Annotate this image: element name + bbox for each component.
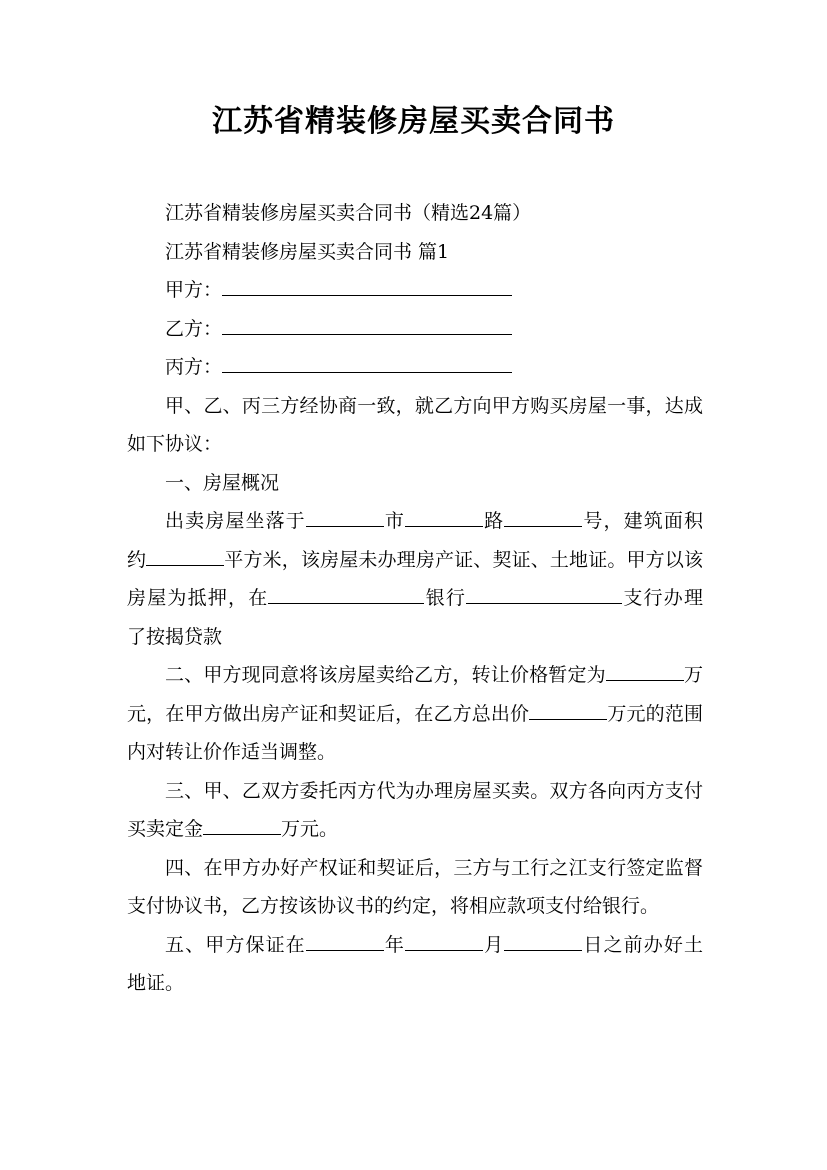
year-blank xyxy=(306,930,384,951)
clause3-text-2: 万元。 xyxy=(281,818,339,840)
day-blank xyxy=(504,930,582,951)
clause1-text-5: 平方米，该房屋未办理房产证、契证、土地证。甲方以该房屋为抵押，在 xyxy=(127,548,703,609)
month-blank xyxy=(405,930,483,951)
clause5-text-4: 日之前办好土地证。 xyxy=(127,933,703,994)
clause5-text-1: 五、甲方保证在 xyxy=(165,933,306,956)
document-body xyxy=(127,194,703,1003)
bank-blank xyxy=(268,583,424,604)
clause1-text-6: 银行 xyxy=(424,587,467,609)
clause4-paragraph: 四、在甲方办好产权证和契证后，三方与工行之江支行签定监督支付协议书，乙方按该协议书的约定，将相应款项支付给银行。 xyxy=(127,856,703,917)
branch-blank xyxy=(466,583,622,604)
party-b-line xyxy=(127,310,703,349)
party-c-label: 丙方： xyxy=(165,356,223,378)
section-heading: 江苏省精装修房屋买卖合同书 篇1 xyxy=(165,240,450,263)
party-b-label: 乙方： xyxy=(165,317,223,340)
party-c-blank xyxy=(222,352,512,373)
clause5-text-2: 年 xyxy=(383,933,406,956)
clause1-paragraph xyxy=(127,502,703,656)
deposit-blank xyxy=(203,814,281,835)
document-subtitle: 江苏省精装修房屋买卖合同书（精选24篇） xyxy=(165,202,532,224)
clause1-text-7: 支行办理了按揭贷款 xyxy=(127,587,703,648)
clause2-paragraph xyxy=(127,656,703,772)
party-a-blank xyxy=(222,275,512,296)
document-title: 江苏省精装修房屋买卖合同书 xyxy=(212,104,615,139)
clause2-text-1: 二、甲方现同意将该房屋卖给乙方，转让价格暂定为 xyxy=(165,664,606,686)
clause5-paragraph xyxy=(127,926,703,1003)
clause2-text-2: 万元，在甲方做出房产证和契证后，在乙方总出价 xyxy=(127,664,703,725)
intro-paragraph: 甲、乙、丙三方经协商一致，就乙方向甲方购买房屋一事，达成如下协议： xyxy=(127,394,703,455)
total-price-blank xyxy=(529,699,607,720)
party-a-label: 甲方： xyxy=(165,279,223,301)
clause1-text-4: 号，建筑面积约 xyxy=(127,510,703,571)
city-blank xyxy=(306,506,384,527)
party-c-line xyxy=(127,348,703,387)
clause1-text-3: 路 xyxy=(483,510,505,532)
party-b-blank xyxy=(222,314,512,335)
clause5-text-3: 月 xyxy=(483,933,505,956)
road-blank xyxy=(405,506,483,527)
clause3-text-1: 三、甲、乙双方委托丙方代为办理房屋买卖。双方各向丙方支付买卖定金 xyxy=(127,779,703,840)
area-blank xyxy=(146,545,224,566)
clause2-text-3: 万元的范围内对转让价作适当调整。 xyxy=(127,702,703,763)
number-blank xyxy=(504,506,582,527)
clause3-paragraph xyxy=(127,772,703,849)
party-a-line xyxy=(127,271,703,310)
clause1-text-1: 出卖房屋坐落于 xyxy=(165,510,306,532)
clause1-heading: 一、房屋概况 xyxy=(165,471,280,494)
price-blank xyxy=(606,660,684,681)
clause1-text-2: 市 xyxy=(383,510,406,532)
